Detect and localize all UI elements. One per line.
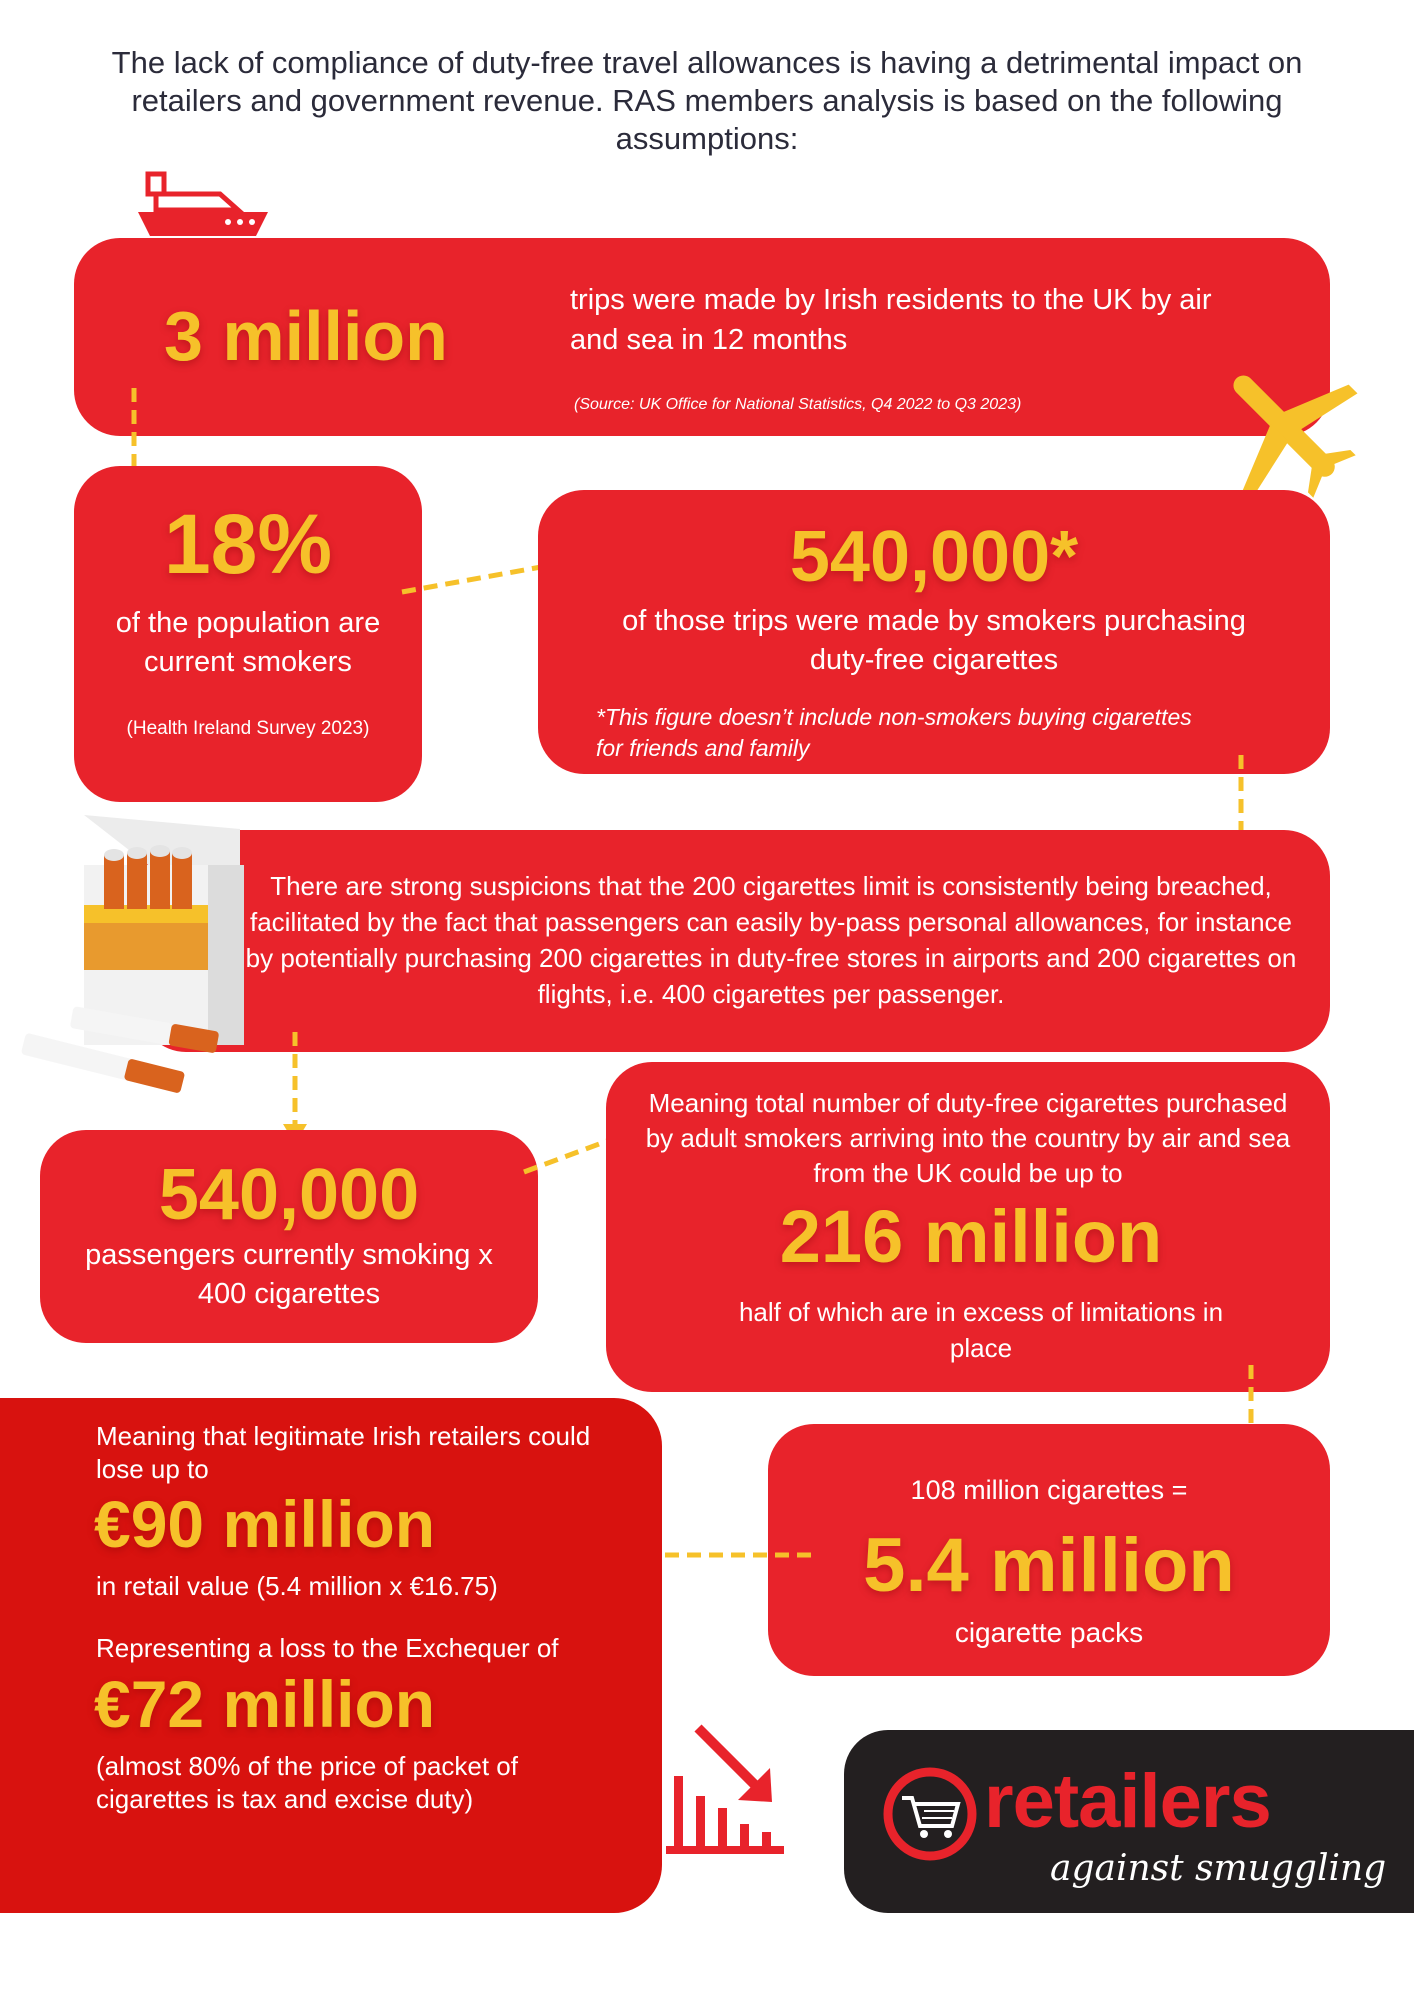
passengers-figure: 540,000 (158, 1155, 420, 1235)
plane-icon (1210, 352, 1360, 502)
passengers-card (40, 1130, 538, 1343)
total-card (606, 1062, 1330, 1392)
total-figure: 216 million (779, 1195, 1163, 1278)
trips-text: trips were made by Irish residents to the UK by air and sea in 12 months (570, 284, 1212, 356)
total-text: half of which are in excess of limitations in place (738, 1297, 1224, 1363)
packs-text: cigarette packs (954, 1617, 1144, 1648)
trips-source: (Source: UK Office for National Statistics, Q4 2022 to Q3 2023) (574, 396, 1022, 413)
shopping-cart-icon (882, 1766, 978, 1862)
packs-intro: 108 million cigarettes = (910, 1475, 1188, 1505)
suspicion-text: There are strong suspicions that the 200 cigarettes limit is consistently being breached, facilitated by the fact that passengers can easily by-pass personal allowances, for instance by potentially purchasing 200 cigarettes in duty-free stores in airports and 200 cigarettes on flights, i.e. 400 cigarettes per passenger. (245, 871, 1297, 1009)
smokers-figure: 18% (163, 497, 333, 591)
suspicion-card (140, 830, 1330, 1052)
trips-card (74, 238, 1330, 436)
cigarette-pack-icon (12, 805, 252, 1100)
packs-card (768, 1424, 1330, 1676)
trips-figure: 3 million (164, 297, 448, 375)
smokers-source: (Health Ireland Survey 2023) (126, 718, 370, 739)
logo-tagline: against smuggling (1050, 1848, 1387, 1889)
packs-figure: 5.4 million (863, 1523, 1235, 1608)
smokers-text: of the population are current smokers (115, 607, 381, 678)
retail-loss-text: in retail value (5.4 million x €16.75) (96, 1571, 498, 1601)
smoker-trips-figure: 540,000* (789, 517, 1079, 597)
smokers-card (74, 466, 422, 802)
passengers-text: passengers currently smoking x 400 cigarettes (85, 1239, 493, 1310)
intro-text: The lack of compliance of duty-free travel allowances is having a detrimental impact on retailers and government revenue. RAS members analysis is based on the following assumptions: (111, 45, 1303, 156)
loss-card (0, 1398, 662, 1913)
smoker-trips-note: *This figure doesn’t include non-smokers buying cigarettes for friends and family (596, 704, 1192, 761)
smoker-trips-text: of those trips were made by smokers purchasing duty-free cigarettes (622, 605, 1246, 676)
ship-icon (128, 168, 278, 240)
logo-name: retailers (984, 1759, 1271, 1844)
retailers-against-smuggling-logo (844, 1730, 1414, 1913)
retail-loss-figure: €90 million (94, 1487, 436, 1561)
exchequer-loss-figure: €72 million (94, 1667, 436, 1741)
total-intro: Meaning total number of duty-free cigarettes purchased by adult smokers arriving into the country by air and sea from the UK could be up to (645, 1088, 1291, 1188)
retail-loss-intro: Meaning that legitimate Irish retailers could lose up to (96, 1421, 591, 1484)
smoker-trips-card (538, 490, 1330, 774)
exchequer-loss-intro: Representing a loss to the Exchequer of (96, 1633, 559, 1663)
decline-chart-icon (652, 1720, 794, 1860)
exchequer-loss-text: (almost 80% of the price of packet of cigarettes is tax and excise duty) (96, 1751, 518, 1814)
